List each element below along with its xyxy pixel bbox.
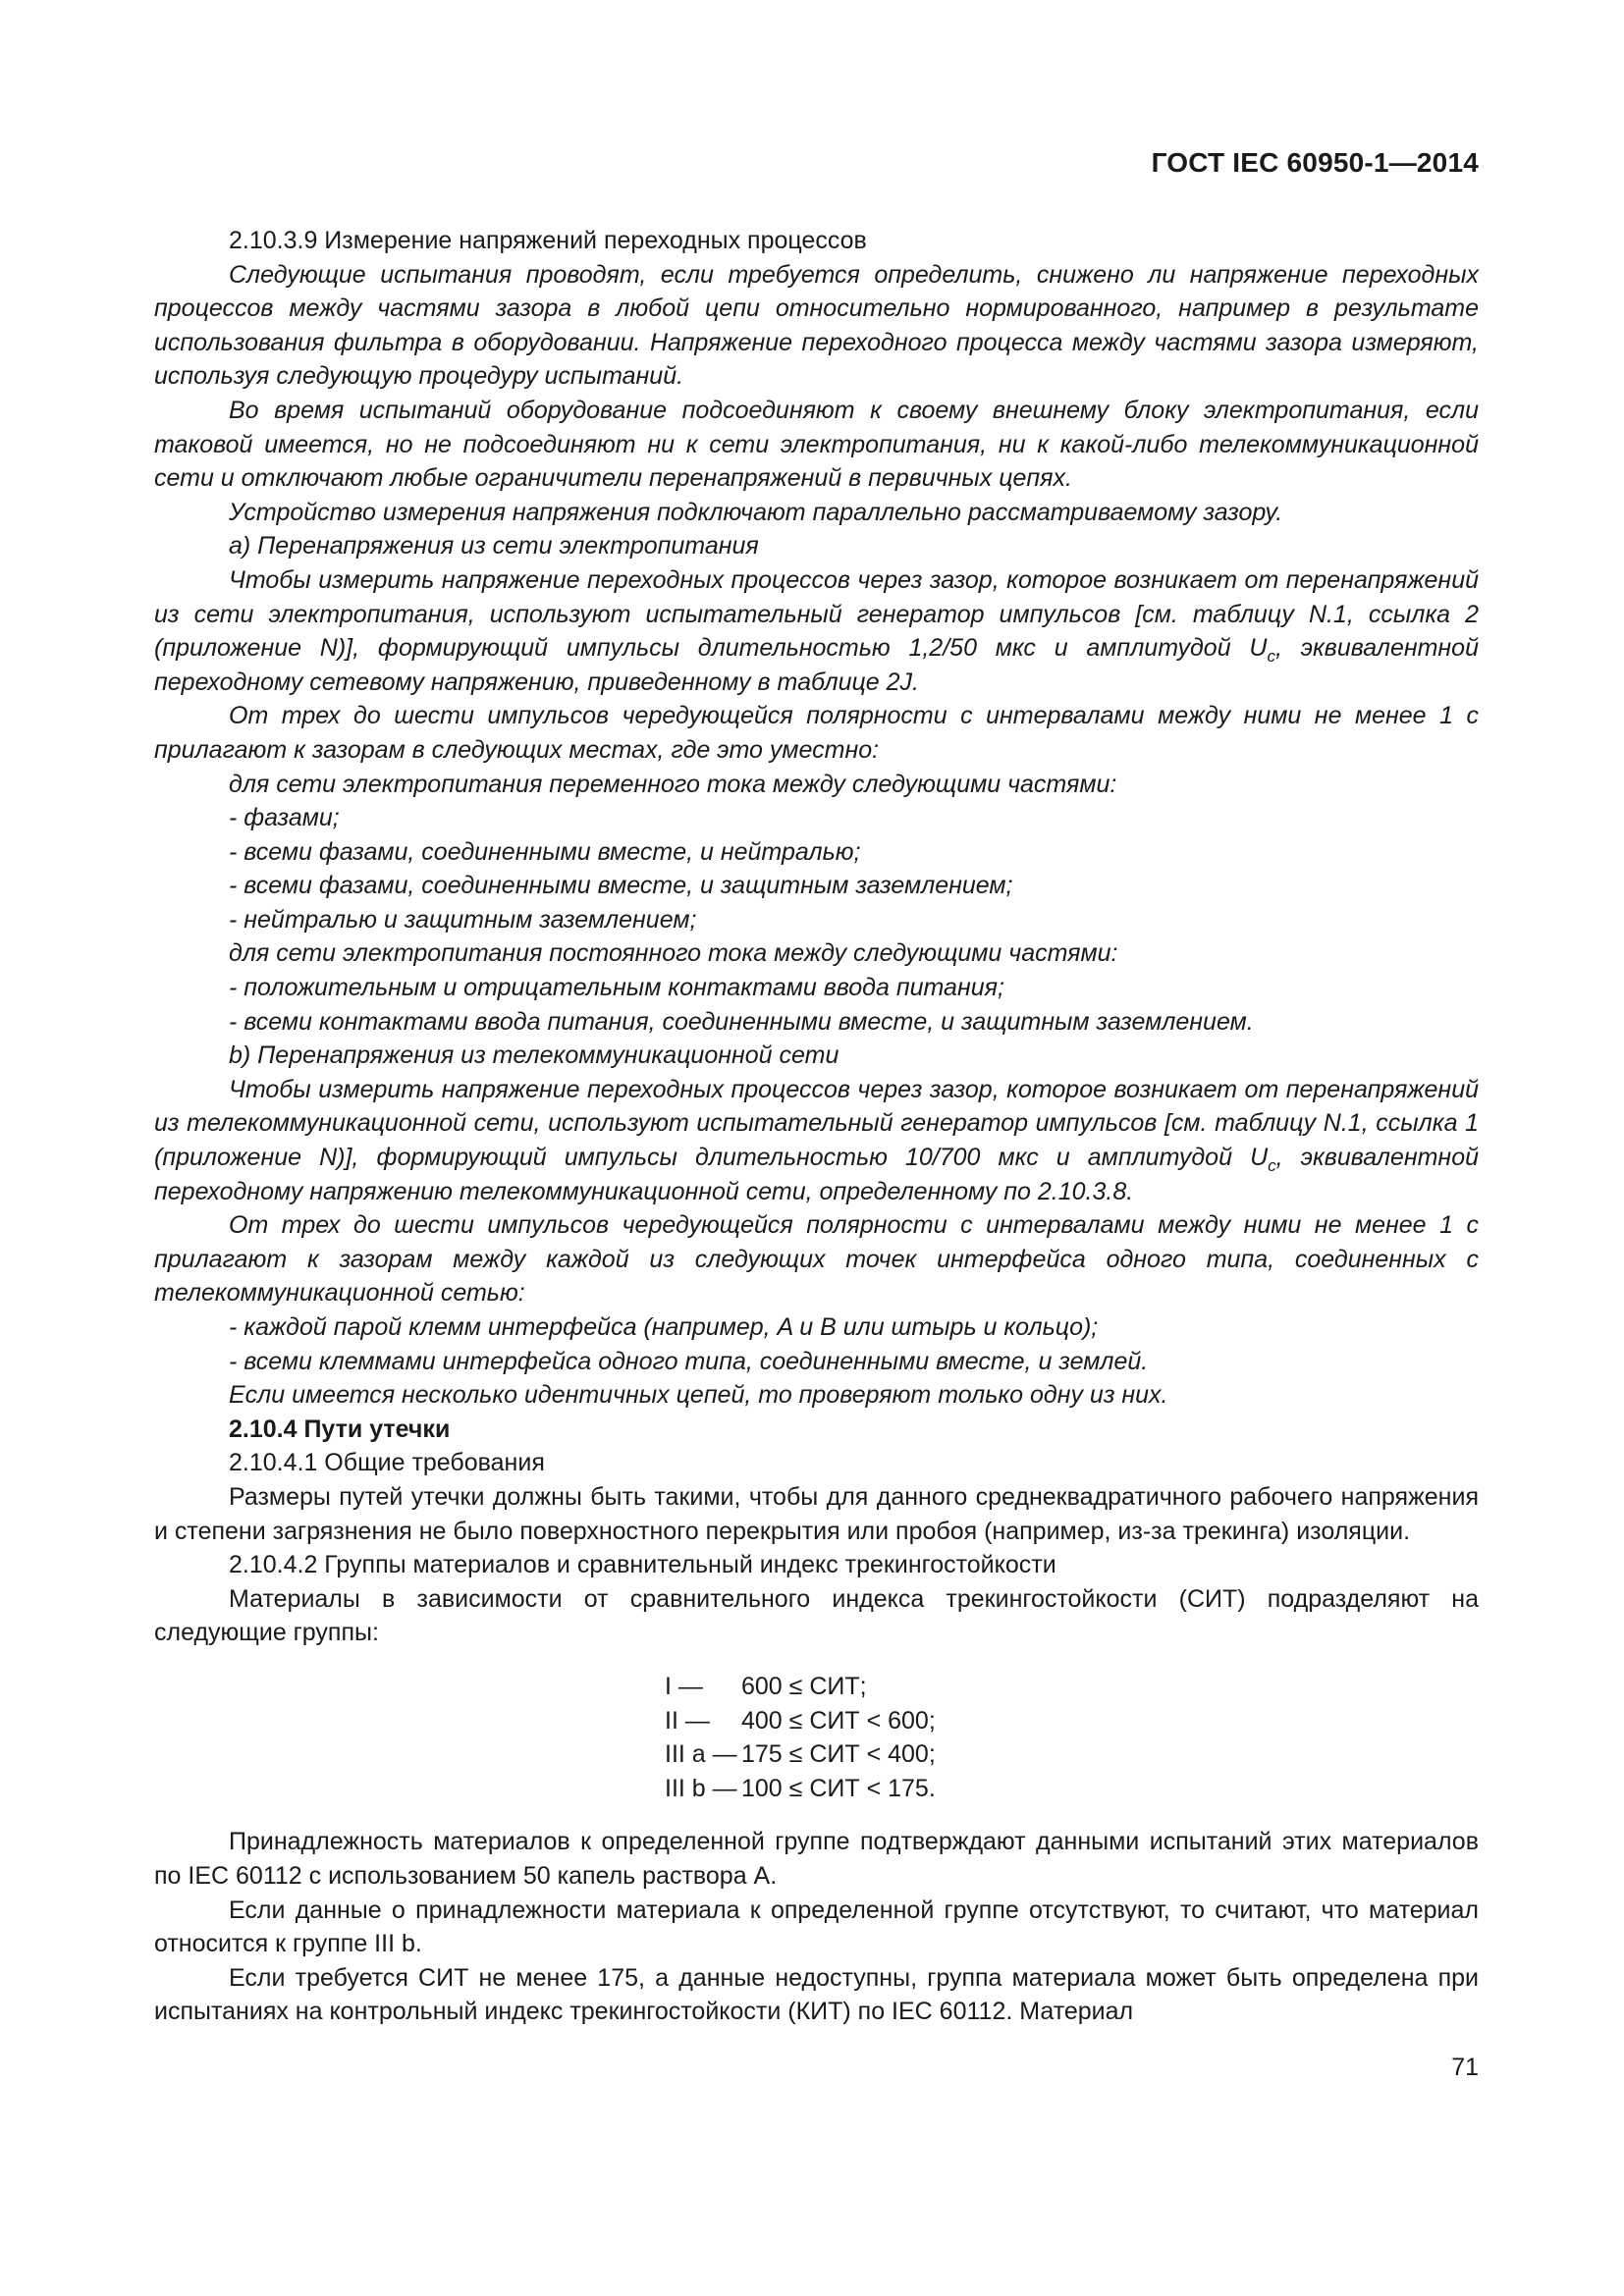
paragraph: Следующие испытания проводят, если требуется определить, снижено ли напряжение переходных процессов между частями зазора в любой цепи относительно нормированного, например в результате использования фильтра в оборудовании. Напряжение переходного процесса между частями зазора измеряют, используя следующую процедуру испытаний. [154,260,1479,391]
text-span: Чтобы измерить напряжение переходных процессов через зазор, которое возникает от перенапряжений из сети электропитания, используют испытательный генератор импульсов [см. таблицу N.1, ссылка 2 (приложение N)], формирующий импульсы длительностью 1,2/50 мкс и амплитудой U [154,565,1479,663]
group-label: III b — [665,1774,737,1802]
material-groups-list [154,1670,1479,1805]
paragraph: Если имеется несколько идентичных цепей, то проверяют только одну из них. [229,1381,1168,1410]
material-group-row [665,1704,1479,1738]
paragraph: Устройство измерения напряжения подключают параллельно рассматриваемому зазору. [229,498,1283,526]
material-group-row [665,1772,1479,1806]
list-item: - всеми клеммами интерфейса одного типа, соединенными вместе, и землей. [229,1347,1149,1375]
document-body [154,224,1479,2029]
paragraph: От трех до шести импульсов чередующейся полярности с интервалами между ними не менее 1 с прилагают к зазорам между каждой из следующих точек интерфейса одного типа, соединенных с телекоммуникационной сетью: [154,1211,1479,1308]
group-range: 600 ≤ СИТ; [741,1672,867,1700]
list-item: - всеми фазами, соединенными вместе, и нейтралью; [229,837,861,866]
subsection-a-title: a) Перенапряжения из сети электропитания [229,532,759,561]
list-item: - всеми контактами ввода питания, соединенными вместе, и защитным заземлением. [229,1007,1254,1036]
paragraph: Если данные о принадлежности материала к определенной группе отсутствуют, то считают, что материал относится к группе III b. [154,1896,1479,1958]
list-item: - фазами; [229,804,340,832]
list-item: - положительным и отрицательным контактами ввода питания; [229,974,1004,1002]
paragraph [154,1073,1479,1208]
group-range: 175 ≤ СИТ < 400; [741,1740,936,1769]
paragraph [154,563,1479,699]
list-item: - нейтралью и защитным заземлением; [229,905,697,934]
paragraph: Принадлежность материалов к определенной группе подтверждают данными испытаний этих материалов по IEC 60112 с использованием 50 капель раствора A. [154,1828,1479,1890]
page-number: 71 [1451,2054,1479,2081]
list-intro: для сети электропитания постоянного тока между следующими частями: [229,939,1118,968]
paragraph: Во время испытаний оборудование подсоединяют к своему внешнему блоку электропитания, если таковой имеется, но не подсоединяют ни к сети электропитания, ни к какой-либо телекоммуникационной сети и отключают любые ограничители перенапряжений в первичных цепях. [154,396,1479,493]
subscript: c [1267,647,1275,667]
paragraph: Материалы в зависимости от сравнительного индекса трекингостойкости (СИТ) подразделяют на следующие группы: [154,1584,1479,1647]
group-label: I — [665,1672,703,1700]
group-range: 400 ≤ СИТ < 600; [741,1706,936,1735]
section-2-10-4-1-title: 2.10.4.1 Общие требования [229,1449,545,1477]
text-span: , эквивалентной переходному напряжению телекоммуникационной сети, определенному по 2.10.3.8. [154,1144,1479,1205]
list-item: - каждой парой клемм интерфейса (например, A и B или штырь и кольцо); [229,1313,1099,1341]
group-range: 100 ≤ СИТ < 175. [741,1774,936,1802]
document-header: ГОСТ IEC 60950-1—2014 [1151,147,1479,178]
text-span: Чтобы измерить напряжение переходных процессов через зазор, которое возникает от перенапряжений из телекоммуникационной сети, используют испытательный генератор импульсов [см. таблицу N.1, ссылка 1 (приложение N)], формирующий импульсы длительностью 10/700 мкс и амплитудой U [154,1075,1479,1172]
text-span: , эквивалентной переходному сетевому напряжению, приведенному в таблице 2J. [154,634,1479,696]
subsection-b-title: b) Перенапряжения из телекоммуникационной сети [229,1041,839,1070]
section-2-10-3-9-title: 2.10.3.9 Измерение напряжений переходных процессов [229,227,867,254]
section-2-10-4-title: 2.10.4 Пути утечки [229,1415,451,1443]
material-group-row [665,1737,1479,1772]
list-intro: для сети электропитания переменного тока между следующими частями: [229,770,1117,798]
material-group-row [665,1670,1479,1704]
paragraph: Если требуется СИТ не менее 175, а данные недоступны, группа материала может быть определена при испытаниях на контрольный индекс трекингостойкости (КИТ) по IEC 60112. Материал [154,1963,1479,2026]
paragraph: Размеры путей утечки должны быть такими, чтобы для данного среднеквадратичного рабочего напряжения и степени загрязнения не было поверхностного перекрытия или пробоя (например, из-за трекинга) изоляции. [154,1482,1479,1545]
list-item: - всеми фазами, соединенными вместе, и защитным заземлением; [229,872,1013,900]
section-2-10-4-2-title: 2.10.4.2 Группы материалов и сравнительный индекс трекингостойкости [229,1551,1056,1579]
group-label: III a — [665,1740,737,1769]
group-label: II — [665,1706,710,1735]
paragraph: От трех до шести импульсов чередующейся полярности с интервалами между ними не менее 1 с прилагают к зазорам в следующих местах, где это уместно: [154,702,1479,764]
subscript: c [1268,1156,1276,1176]
